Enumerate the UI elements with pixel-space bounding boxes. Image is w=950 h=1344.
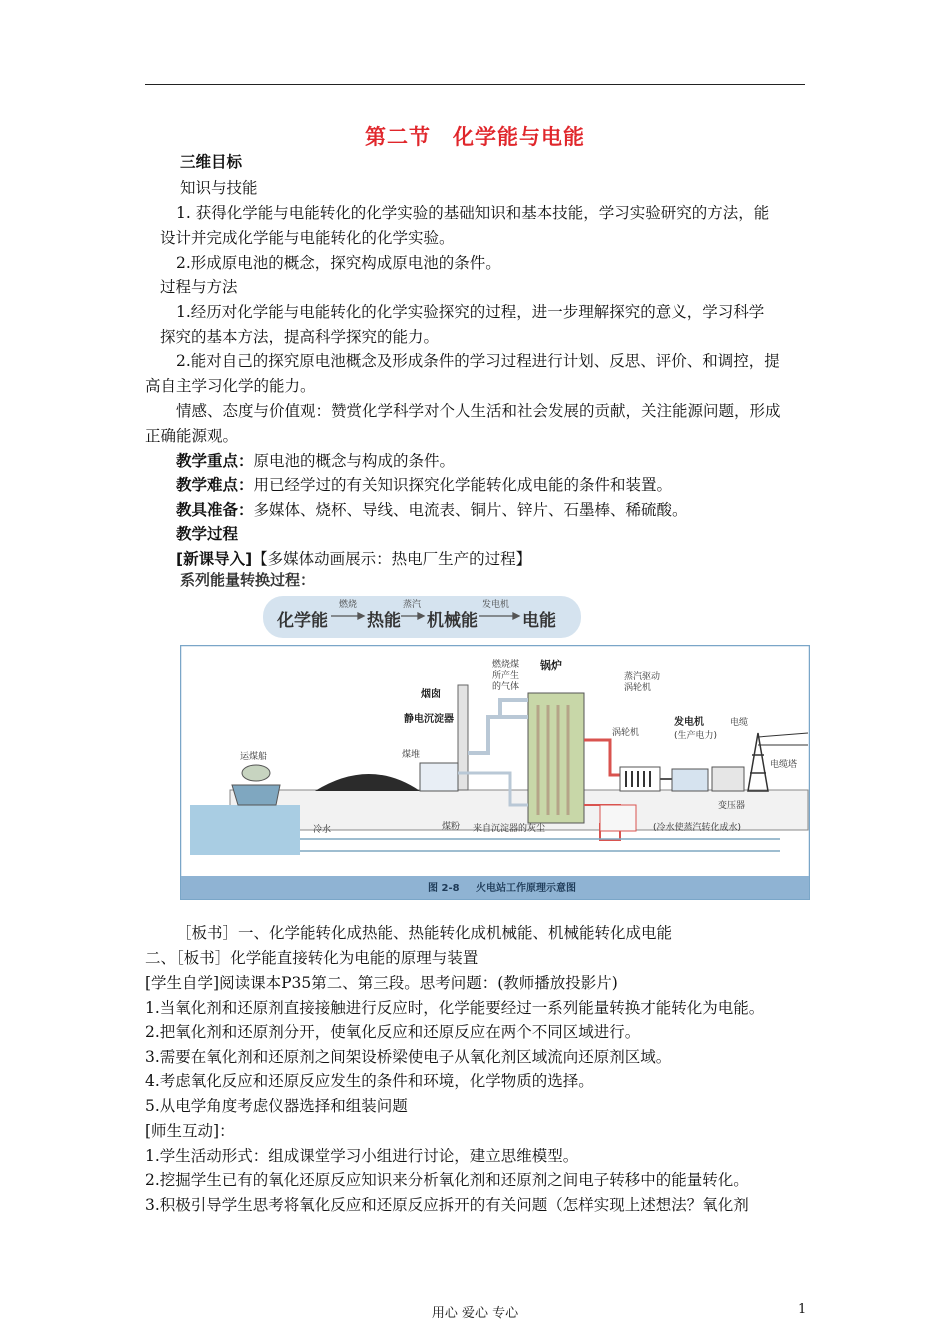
board-note-2: 二、［板书］化学能直接转化为电能的原理与装置 (145, 949, 479, 967)
label-tower: 电缆塔 (770, 760, 798, 770)
question-line: 1.当氧化剂和还原剂直接接触进行反应时，化学能要经过一系列能量转换才能转化为电能。 (145, 999, 765, 1017)
text-line: 2.能对自己的探究原电池概念及形成条件的学习过程进行计划、反思、评价、和调控，提 (176, 352, 780, 370)
label-transformer: 变压器 (718, 801, 746, 811)
interaction-heading: [师生互动]： (145, 1122, 235, 1140)
intro-line (176, 548, 531, 570)
label-turbine: 涡轮机 (612, 728, 640, 738)
materials-label: 教具准备： (176, 501, 254, 519)
figure-title: 火电站工作原理示意图 (476, 883, 576, 894)
text-line: 2.形成原电池的概念，探究构成原电池的条件。 (176, 254, 501, 272)
interaction-line: 1.学生活动形式：组成课堂学习小组进行讨论，建立思维模型。 (145, 1147, 579, 1165)
materials-text: 多媒体、烧杯、导线、电流表、铜片、锌片、石墨棒、稀硫酸。 (253, 501, 688, 519)
precipitator-shape (420, 763, 458, 791)
text-line: 1.经历对化学能与电能转化的化学实验探究的过程，进一步理解探究的意义，学习科学 (176, 303, 765, 321)
text-line: 情感、态度与价值观：赞赏化学科学对个人生活和社会发展的贡献，关注能源问题，形成 (176, 402, 781, 420)
label-turbine-drive-line2: 涡轮机 (624, 683, 652, 693)
intro-text: 【多媒体动画展示：热电厂生产的过程】 (252, 550, 532, 568)
label-precipitator: 静电沉淀器 (404, 714, 454, 725)
label-gas-line2: 所产生 (492, 671, 520, 681)
heading-teaching-process: 教学过程 (176, 525, 239, 543)
page-title: 第二节 化学能与电能 (365, 125, 585, 149)
label-gas-line1: 燃烧煤 (492, 660, 520, 670)
figure-number: 图 2-8 (428, 883, 460, 894)
flow-arrow-label: 发电机 (482, 600, 510, 610)
figure-caption: 系列能量转换过程： (180, 571, 316, 589)
self-study-line: [学生自学]阅读课本P35第二、第三段。思考问题：(教师播放投影片) (145, 974, 618, 992)
difficulty-line (176, 474, 672, 496)
subheading-knowledge: 知识与技能 (180, 179, 258, 197)
text-line: 设计并完成化学能与电能转化的化学实验。 (160, 229, 455, 247)
label-condense: (冷水使蒸汽转化成水) (653, 823, 742, 833)
coal-ship-shape (232, 785, 280, 805)
label-cold-water: 冷水 (313, 825, 332, 835)
heading-objectives: 三维目标 (180, 153, 243, 171)
key-point-text: 原电池的概念与构成的条件。 (253, 452, 456, 470)
label-ship: 运煤船 (240, 752, 268, 762)
question-line: 3.需要在氧化剂和还原剂之间架设桥梁使电子从氧化剂区域流向还原剂区域。 (145, 1048, 672, 1066)
condenser-shape (600, 805, 636, 831)
transformer-shape (712, 767, 744, 791)
question-line: 2.把氧化剂和还原剂分开，使氧化反应和还原反应在两个不同区域进行。 (145, 1023, 641, 1041)
label-coal-powder: 煤粉 (442, 822, 461, 832)
interaction-line: 2.挖掘学生已有的氧化还原反应知识来分析氧化剂和还原剂之间电子转移中的能量转化。 (145, 1171, 749, 1189)
header-rule (145, 84, 805, 85)
flow-node: 电能 (522, 611, 556, 631)
text-line: 正确能源观。 (145, 427, 239, 445)
generator-shape (672, 769, 708, 791)
energy-flow-banner (263, 596, 581, 638)
page-footer: 用心 爱心 专心 (431, 1306, 519, 1321)
text-line: 1. 获得化学能与电能转化的化学实验的基础知识和基本技能，学习实验研究的方法，能 (176, 204, 770, 222)
text-line: 高自主学习化学的能力。 (145, 377, 316, 395)
flow-node: 化学能 (277, 611, 328, 631)
label-ash: 来自沉淀器的灰尘 (473, 824, 546, 834)
flow-arrows (263, 596, 581, 638)
interaction-line: 3.积极引导学生思考将氧化反应和还原反应拆开的有关问题（怎样实现上述想法？氧化剂 (145, 1196, 749, 1214)
power-plant-diagram (180, 645, 810, 900)
label-gas-line3: 的气体 (492, 682, 520, 692)
difficulty-label: 教学难点： (176, 476, 254, 494)
page-number: 1 (798, 1302, 807, 1317)
label-chimney: 烟囱 (421, 689, 441, 700)
intro-label: [新课导入] (176, 550, 253, 568)
question-line: 5.从电学角度考虑仪器选择和组装问题 (145, 1097, 408, 1115)
label-generator-sub: (生产电力) (674, 731, 718, 741)
materials-line (176, 499, 688, 521)
text-line: 探究的基本方法，提高科学探究的能力。 (160, 328, 440, 346)
label-cable: 电缆 (730, 718, 749, 728)
flow-arrow-label: 蒸汽 (403, 600, 422, 610)
flow-arrow-label: 燃烧 (339, 600, 358, 610)
subheading-process: 过程与方法 (160, 278, 238, 296)
key-point-line (176, 450, 455, 472)
label-generator: 发电机 (674, 717, 704, 728)
label-turbine-drive-line1: 蒸汽驱动 (624, 672, 661, 682)
question-line: 4.考虑氧化反应和还原反应发生的条件和环境，化学物质的选择。 (145, 1072, 594, 1090)
flow-node: 热能 (367, 611, 401, 631)
label-coal-pile: 煤堆 (402, 750, 421, 760)
sea-shape (190, 805, 300, 855)
label-boiler: 锅炉 (540, 659, 562, 672)
key-point-label: 教学重点： (176, 452, 254, 470)
difficulty-text: 用已经学过的有关知识探究化学能转化成电能的条件和装置。 (253, 476, 673, 494)
flow-node: 机械能 (427, 611, 478, 631)
board-note-1: ［板书］一、化学能转化成热能、热能转化成机械能、机械能转化成电能 (176, 924, 673, 942)
boiler-shape (528, 693, 584, 823)
